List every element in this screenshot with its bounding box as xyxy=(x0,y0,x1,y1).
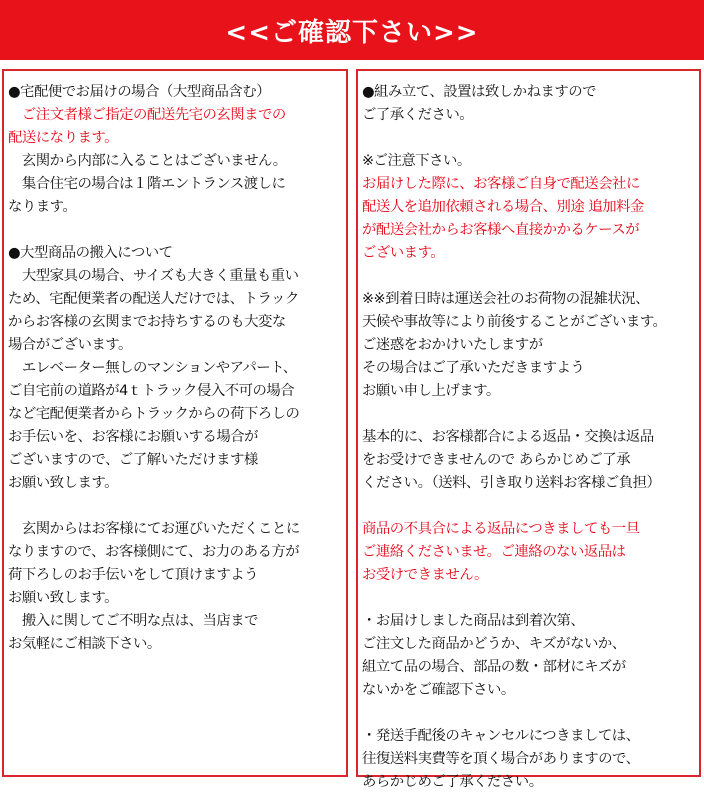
notice-line: 玄関から内部に入ることはございません。 xyxy=(8,153,287,169)
notice-line: ・お届けしました商品は到着次第、 xyxy=(362,613,585,629)
notice-line: ご迷惑をおかけいたしますが xyxy=(362,337,543,353)
notice-line: ●組み立て、設置は致しかねますので xyxy=(362,84,597,100)
notice-line: をお受けできませんので あらかじめご了承 xyxy=(362,452,630,468)
left-paragraph xyxy=(8,518,346,656)
notice-line-highlight: 配送になります。 xyxy=(8,130,118,146)
notice-line: ないかをご確認下さい。 xyxy=(362,682,515,698)
left-paragraph xyxy=(8,81,346,219)
notice-line: ご了承ください。 xyxy=(362,107,474,123)
notice-line: ございますので、ご了解いただけます様 xyxy=(8,452,258,468)
notice-line: 玄関からはお客様にてお運びいただくことに xyxy=(8,521,300,537)
right-paragraph xyxy=(362,81,699,127)
notice-line: お願い申し上げます。 xyxy=(362,383,500,399)
notice-line: なります。 xyxy=(8,199,77,215)
notice-line: ※ご注意下さい。 xyxy=(362,153,471,169)
right-paragraph xyxy=(362,150,699,265)
notice-line-highlight: お受けできません。 xyxy=(362,567,488,583)
notice-line: 大型家具の場合、サイズも大きく重量も重い xyxy=(8,268,299,284)
notice-line-highlight: 配送人を追加依頼される場合、別途 追加料金 xyxy=(362,199,644,215)
notice-line: 荷下ろしのお手伝いをして頂けますよう xyxy=(8,567,259,583)
right-paragraph xyxy=(362,725,699,794)
notice-line: お手伝いを、お客様にお願いする場合が xyxy=(8,429,259,445)
right-paragraph xyxy=(362,610,699,702)
notice-line: ・発送手配後のキャンセルにつきましては、 xyxy=(362,728,640,744)
right-paragraph xyxy=(362,288,699,403)
right-paragraph xyxy=(362,518,699,587)
notice-line: からお客様の玄関までお持ちするのも大変な xyxy=(8,314,286,330)
notice-line: など宅配便業者からトラックからの荷下ろしの xyxy=(8,406,300,422)
notice-line: ください。（送料、引き取り送料お客様ご負担） xyxy=(362,475,661,491)
notice-line: 往復送料実費等を頂く場合がありますので、 xyxy=(362,751,640,767)
notice-line-highlight: お届けした際に、お客様ご自身で配送会社に xyxy=(362,176,640,192)
page-title: <<ご確認下さい>> xyxy=(225,17,479,48)
notice-line: ご自宅前の道路が4ｔトラック侵入不可の場合 xyxy=(8,383,295,399)
notice-line-highlight: ご注文者様ご指定の配送先宅の玄関までの xyxy=(8,107,286,123)
notice-line: 集合住宅の場合は１階エントランス渡しに xyxy=(8,176,286,192)
notice-line: お気軽にご相談下さい。 xyxy=(8,636,161,652)
notice-line-highlight: ございます。 xyxy=(362,245,445,261)
notice-line: お願い致します。 xyxy=(8,590,118,606)
notice-line: 基本的に、お客様都合による返品・交換は返品 xyxy=(362,429,654,445)
notice-line: 組立て品の場合、部品の数・部材にキズが xyxy=(362,659,626,675)
notice-line: その場合はご了承いただきますよう xyxy=(362,360,585,376)
notice-line-highlight: 商品の不具合による返品につきましても一旦 xyxy=(362,521,640,537)
notice-line-highlight: が配送会社からお客様へ直接かかるケースが xyxy=(362,222,640,238)
left-notice-panel xyxy=(2,69,348,777)
page-title-banner xyxy=(0,0,704,60)
left-paragraph xyxy=(8,242,346,495)
right-paragraph xyxy=(362,426,699,495)
notice-line: ●宅配便でお届けの場合（大型商品含む） xyxy=(8,84,271,100)
notice-line: 場合がございます。 xyxy=(8,337,132,353)
notice-line: ご注文した商品かどうか、キズがないか、 xyxy=(362,636,626,652)
notice-line: 搬入に関してご不明な点は、当店まで xyxy=(8,613,259,629)
right-notice-panel xyxy=(356,69,701,790)
notice-line: ※※到着日時は運送会社のお荷物の混雑状況、 xyxy=(362,291,650,307)
notice-line-highlight: ご連絡くださいませ。ご連絡のない返品は xyxy=(362,544,626,560)
notice-line: あらかじめご了承ください。 xyxy=(362,774,543,790)
notice-line: ため、宅配便業者の配送人だけでは、トラック xyxy=(8,291,299,307)
notice-line: エレベーター無しのマンションやアパート、 xyxy=(8,360,297,376)
notice-line: ●大型商品の搬入について xyxy=(8,245,173,261)
notice-line: なりますので、お客様側にて、お力のある方が xyxy=(8,544,300,560)
notice-line: 天候や事故等により前後することがございます。 xyxy=(362,314,667,330)
notice-line: お願い致します。 xyxy=(8,475,118,491)
